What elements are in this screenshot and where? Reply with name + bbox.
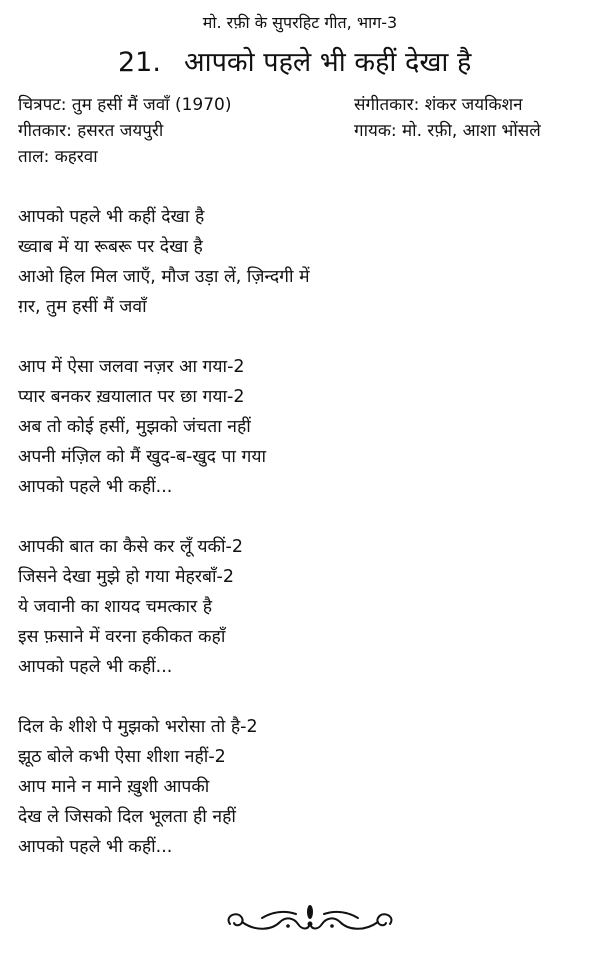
lyrics xyxy=(18,202,578,892)
song-title xyxy=(118,44,578,82)
film-credit: चित्रपट: तुम हसीं मैं जवाँ (1970) xyxy=(18,95,232,115)
lyric-line: आपकी बात का कैसे कर लूँ यकीं-2 xyxy=(18,537,243,557)
song-credits-left xyxy=(18,92,338,170)
lyric-line: अपनी मंज़िल को मैं खुद-ब-खुद पा गया xyxy=(18,447,267,467)
stanza-1 xyxy=(18,202,578,322)
decorative-divider-ornament xyxy=(222,904,398,938)
lyric-line: आप माने न माने ख़ुशी आपकी xyxy=(18,777,210,797)
taal-credit: ताल: कहरवा xyxy=(18,147,98,167)
stanza-3 xyxy=(18,532,578,682)
lyric-line: आओ हिल मिल जाएँ, मौज उड़ा लें, ज़िन्दगी में xyxy=(18,267,310,287)
lyricist-credit: गीतकार: हसरत जयपुरी xyxy=(18,121,164,141)
lyric-line: ये जवानी का शायद चमत्कार है xyxy=(18,597,213,617)
composer-credit: संगीतकार: शंकर जयकिशन xyxy=(354,95,523,115)
lyric-line: प्यार बनकर ख़यालात पर छा गया-2 xyxy=(18,387,245,407)
page-header: मो. रफ़ी के सुपरहिट गीत, भाग-3 xyxy=(202,13,398,32)
lyric-line: अब तो कोई हसीं, मुझको जंचता नहीं xyxy=(18,417,251,437)
lyric-line: इस फ़साने में वरना हकीकत कहाँ xyxy=(18,627,226,647)
song-title-text: आपको पहले भी कहीं देखा है xyxy=(184,47,472,78)
singer-credit: गायक: मो. रफ़ी, आशा भोंसले xyxy=(354,121,541,141)
lyric-line: दिल के शीशे पे मुझको भरोसा तो है-2 xyxy=(18,717,258,737)
lyric-line: आपको पहले भी कहीं... xyxy=(18,657,173,677)
lyric-line: आपको पहले भी कहीं देखा है xyxy=(18,207,205,227)
lyric-line: ख्वाब में या रूबरू पर देखा है xyxy=(18,237,203,257)
lyric-line: आप में ऐसा जलवा नज़र आ गया-2 xyxy=(18,357,245,377)
song-number: 21. xyxy=(118,47,161,78)
lyric-line: ग़र, तुम हसीं मैं जवाँ xyxy=(18,297,147,317)
stanza-4 xyxy=(18,712,578,862)
song-credits-right xyxy=(354,92,594,144)
lyric-line: आपको पहले भी कहीं... xyxy=(18,477,173,497)
stanza-2 xyxy=(18,352,578,502)
lyric-line: झूठ बोले कभी ऐसा शीशा नहीं-2 xyxy=(18,747,226,767)
lyric-line: देख ले जिसको दिल भूलता ही नहीं xyxy=(18,807,236,827)
lyric-line: आपको पहले भी कहीं... xyxy=(18,837,173,857)
lyric-line: जिसने देखा मुझे हो गया मेहरबाँ-2 xyxy=(18,567,234,587)
